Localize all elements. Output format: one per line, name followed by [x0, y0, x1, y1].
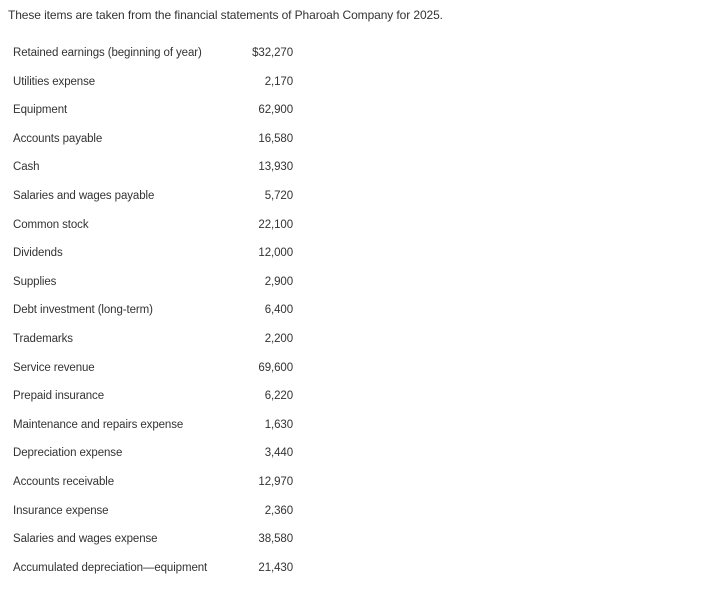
item-label: Debt investment (long-term)	[13, 304, 153, 317]
list-item	[13, 526, 293, 555]
item-amount: 12,000	[258, 247, 293, 260]
list-item	[13, 97, 293, 126]
list-item	[13, 469, 293, 498]
list-item	[13, 440, 293, 469]
item-label: Service revenue	[13, 361, 95, 374]
item-label: Accounts receivable	[13, 475, 115, 488]
item-label: Insurance expense	[13, 504, 109, 517]
list-item	[13, 355, 293, 384]
list-item	[13, 412, 293, 441]
item-label: Accumulated depreciation—equipment	[13, 561, 208, 574]
item-amount: 6,220	[264, 390, 293, 403]
list-item	[13, 297, 293, 326]
list-item	[13, 212, 293, 241]
item-amount: 16,580	[258, 132, 293, 145]
item-label: Dividends	[13, 247, 63, 260]
item-label: Supplies	[13, 275, 57, 288]
financial-items-list	[13, 40, 293, 583]
item-label: Maintenance and repairs expense	[13, 418, 184, 431]
item-label: Salaries and wages expense	[13, 533, 158, 546]
list-item	[13, 183, 293, 212]
item-amount: 69,600	[258, 361, 293, 374]
item-label: Utilities expense	[13, 75, 96, 88]
item-amount: 2,170	[264, 75, 293, 88]
item-label: Trademarks	[13, 332, 73, 345]
item-amount: 1,630	[264, 418, 293, 431]
item-label: Common stock	[13, 218, 89, 231]
list-item	[13, 240, 293, 269]
list-item	[13, 126, 293, 155]
intro-text: These items are taken from the financial statements of Pharoah Company for 2025.	[8, 8, 443, 22]
item-label: Prepaid insurance	[13, 390, 104, 403]
item-amount: 2,360	[264, 504, 293, 517]
list-item	[13, 69, 293, 98]
item-amount: 6,400	[264, 304, 293, 317]
list-item	[13, 269, 293, 298]
item-amount: 38,580	[258, 533, 293, 546]
item-amount: 5,720	[264, 189, 293, 202]
item-amount: 21,430	[258, 561, 293, 574]
item-amount: 12,970	[258, 475, 293, 488]
list-item	[13, 498, 293, 527]
item-amount: 2,200	[264, 332, 293, 345]
item-amount: 2,900	[264, 275, 293, 288]
list-item	[13, 40, 293, 69]
item-amount: 22,100	[258, 218, 293, 231]
list-item	[13, 326, 293, 355]
item-label: Salaries and wages payable	[13, 189, 155, 202]
item-amount: 3,440	[264, 447, 293, 460]
item-label: Retained earnings (beginning of year)	[13, 47, 202, 59]
list-item	[13, 154, 293, 183]
item-label: Accounts payable	[13, 132, 103, 145]
list-item	[13, 555, 293, 584]
list-item	[13, 383, 293, 412]
item-label: Depreciation expense	[13, 447, 123, 460]
item-amount: 13,930	[258, 161, 293, 174]
item-label: Cash	[13, 161, 40, 174]
item-label: Equipment	[13, 104, 68, 117]
item-amount: $32,270	[252, 47, 293, 59]
item-amount: 62,900	[258, 104, 293, 117]
